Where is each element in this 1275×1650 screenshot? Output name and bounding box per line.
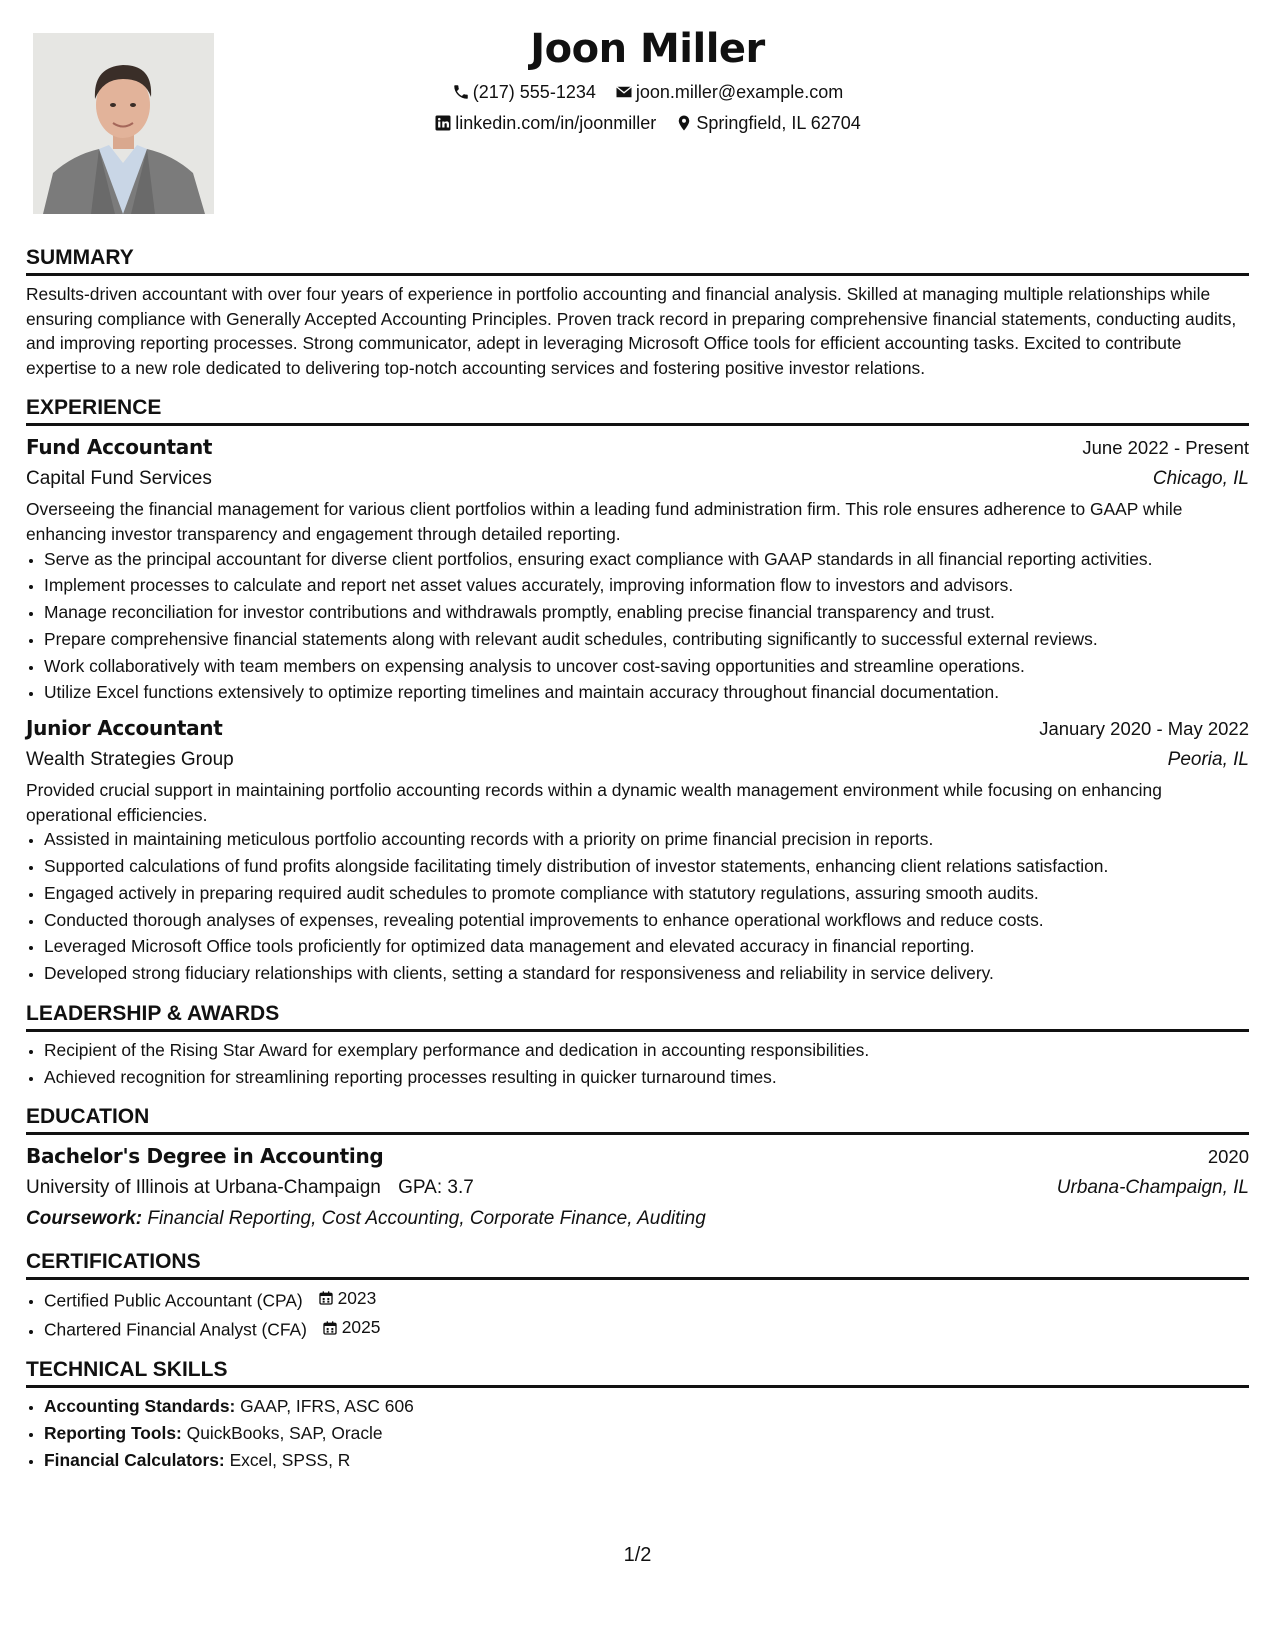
list-item: • Manage reconciliation for investor contributions and withdrawals promptly, enabling precise financial transparency and trust. — [44, 600, 1249, 625]
section-divider — [26, 1385, 1249, 1388]
certification-year: 2025 — [341, 1317, 381, 1338]
section-divider — [26, 1029, 1249, 1032]
coursework-line — [26, 1204, 1249, 1234]
certifications-section — [26, 1248, 1249, 1342]
job-dates: June 2022 - Present — [1082, 437, 1249, 459]
section-divider — [26, 1132, 1249, 1135]
degree-name: Bachelor's Degree in Accounting — [26, 1144, 384, 1169]
skill-value: GAAP, IFRS, ASC 606 — [240, 1396, 414, 1417]
section-title: TECHNICAL SKILLS — [26, 1358, 228, 1382]
list-item: • Work collaboratively with team members on expensing analysis to uncover cost-saving opportunities and streamline operations. — [44, 654, 1249, 679]
list-item: • Recipient of the Rising Star Award for exemplary performance and dedication in accounting responsibilities. — [44, 1038, 1249, 1063]
section-title: CERTIFICATIONS — [26, 1250, 201, 1274]
job-bullets — [26, 827, 1249, 986]
location-contact — [675, 111, 860, 135]
resume-header — [0, 22, 1275, 138]
job-bullets — [26, 547, 1249, 706]
linkedin-contact[interactable] — [434, 111, 656, 135]
section-divider — [26, 273, 1249, 276]
certification-year: 2023 — [337, 1288, 377, 1309]
skill-value: QuickBooks, SAP, Oracle — [186, 1422, 383, 1443]
location-text: Springfield, IL 62704 — [696, 113, 861, 133]
list-item: • Leveraged Microsoft Office tools proficiently for optimized data management and elevated accuracy in financial reporting. — [44, 934, 1249, 959]
list-item — [44, 1315, 1249, 1342]
experience-section — [26, 394, 1249, 985]
job-location: Peoria, IL — [1167, 749, 1249, 771]
list-item — [44, 1421, 1249, 1446]
list-item: • Conducted thorough analyses of expenses, revealing potential improvements to enhance operational workflows and reduce costs. — [44, 908, 1249, 933]
calendar-icon — [318, 1290, 334, 1306]
contact-line-1 — [20, 80, 1275, 107]
job-entry — [26, 713, 1249, 986]
gpa: GPA: 3.7 — [398, 1177, 474, 1199]
email-address[interactable]: joon.miller@example.com — [635, 82, 844, 102]
certification-date — [322, 1315, 381, 1340]
leadership-section — [26, 1000, 1249, 1089]
section-divider — [26, 423, 1249, 426]
section-title: EDUCATION — [26, 1105, 150, 1129]
map-pin-icon — [675, 114, 693, 132]
resume-content — [26, 244, 1249, 1486]
list-item: • Implement processes to calculate and report net asset values accurately, improving information flow to investors and advisors. — [44, 573, 1249, 598]
certification-date — [318, 1286, 377, 1311]
certification-name: Certified Public Accountant (CPA) — [44, 1290, 303, 1311]
award-bullets — [26, 1038, 1249, 1089]
certification-name: Chartered Financial Analyst (CFA) — [44, 1319, 307, 1340]
summary-section — [26, 244, 1249, 380]
school-name: University of Illinois at Urbana-Champaign — [26, 1177, 381, 1199]
phone-contact — [452, 80, 596, 104]
list-item: • Serve as the principal accountant for diverse client portfolios, ensuring exact compliance with GAAP standards in all financial reporting activities. — [44, 547, 1249, 572]
graduation-year: 2020 — [1207, 1146, 1249, 1168]
email-contact[interactable] — [615, 80, 843, 104]
coursework-list: Financial Reporting, Cost Accounting, Corporate Finance, Auditing — [147, 1208, 706, 1230]
section-title: EXPERIENCE — [26, 396, 162, 420]
job-description: Provided crucial support in maintaining portfolio accounting records within a dynamic wealth management environment while focusing on enhancing operational efficiencies. — [26, 780, 1162, 825]
list-item — [44, 1286, 1249, 1313]
contact-line-2 — [20, 111, 1275, 138]
school-line — [26, 1172, 474, 1204]
phone-number: (217) 555-1234 — [472, 82, 596, 102]
envelope-icon — [615, 83, 633, 101]
company-name: Wealth Strategies Group — [26, 749, 234, 771]
job-title: Fund Accountant — [26, 435, 213, 460]
list-item: • Assisted in maintaining meticulous portfolio accounting records with a priority on prime financial precision in reports. — [44, 827, 1249, 852]
job-description: Overseeing the financial management for various client portfolios within a leading fund administration firm. This role ensures adherence to GAAP while enhancing investor transparency and engagement through detailed reporting. — [26, 499, 1183, 544]
list-item: • Utilize Excel functions extensively to optimize reporting timelines and maintain accuracy throughout financial documentation. — [44, 680, 1249, 705]
list-item: • Supported calculations of fund profits alongside facilitating timely distribution of investor statements, enhancing client relations satisfaction. — [44, 854, 1249, 879]
education-section — [26, 1103, 1249, 1234]
list-item: • Developed strong fiduciary relationships with clients, setting a standard for responsiveness and reliability in service delivery. — [44, 961, 1249, 986]
section-title: SUMMARY — [26, 246, 134, 269]
coursework-label: Coursework: — [26, 1208, 143, 1230]
skill-label: Financial Calculators: — [44, 1449, 225, 1470]
company-name: Capital Fund Services — [26, 468, 212, 490]
list-item — [44, 1394, 1249, 1419]
skills-section — [26, 1356, 1249, 1472]
certification-list — [26, 1286, 1249, 1342]
skills-list — [26, 1394, 1249, 1472]
list-item: • Achieved recognition for streamlining reporting processes resulting in quicker turnaround times. — [44, 1065, 1249, 1090]
page-number: 1/2 — [623, 1544, 652, 1566]
linkedin-icon — [434, 114, 452, 132]
list-item: • Prepare comprehensive financial statements along with relevant audit schedules, contributing significantly to successful external reviews. — [44, 627, 1249, 652]
list-item: • Engaged actively in preparing required audit schedules to promote compliance with statutory regulations, assuring smooth audits. — [44, 881, 1249, 906]
skill-value: Excel, SPSS, R — [229, 1449, 351, 1470]
skill-label: Reporting Tools: — [44, 1422, 182, 1443]
list-item — [44, 1448, 1249, 1473]
candidate-name: Joon Miller — [530, 26, 765, 72]
section-divider — [26, 1277, 1249, 1280]
summary-text: Results-driven accountant with over four years of experience in portfolio accounting and financial analysis. Skilled at managing multiple relationships while ensuring compliance with Generally Accepted Accounting Principles. Proven track record in preparing comprehensive financial statements, conducting audits, and improving reporting processes. Strong communicator, adept in leveraging Microsoft Office tools for efficient accounting tasks. Excited to contribute expertise to a new role dedicated to delivering top-notch accounting services and fostering positive investor relations. — [26, 284, 1237, 378]
section-title: LEADERSHIP & AWARDS — [26, 1001, 280, 1025]
job-entry — [26, 432, 1249, 705]
phone-icon — [452, 83, 470, 101]
job-location: Chicago, IL — [1152, 468, 1249, 490]
job-title: Junior Accountant — [26, 716, 223, 741]
skill-label: Accounting Standards: — [44, 1396, 236, 1417]
calendar-icon — [322, 1320, 338, 1336]
school-location: Urbana-Champaign, IL — [1056, 1177, 1249, 1199]
linkedin-url[interactable]: linkedin.com/in/joonmiller — [455, 113, 657, 133]
job-dates: January 2020 - May 2022 — [1039, 718, 1249, 740]
